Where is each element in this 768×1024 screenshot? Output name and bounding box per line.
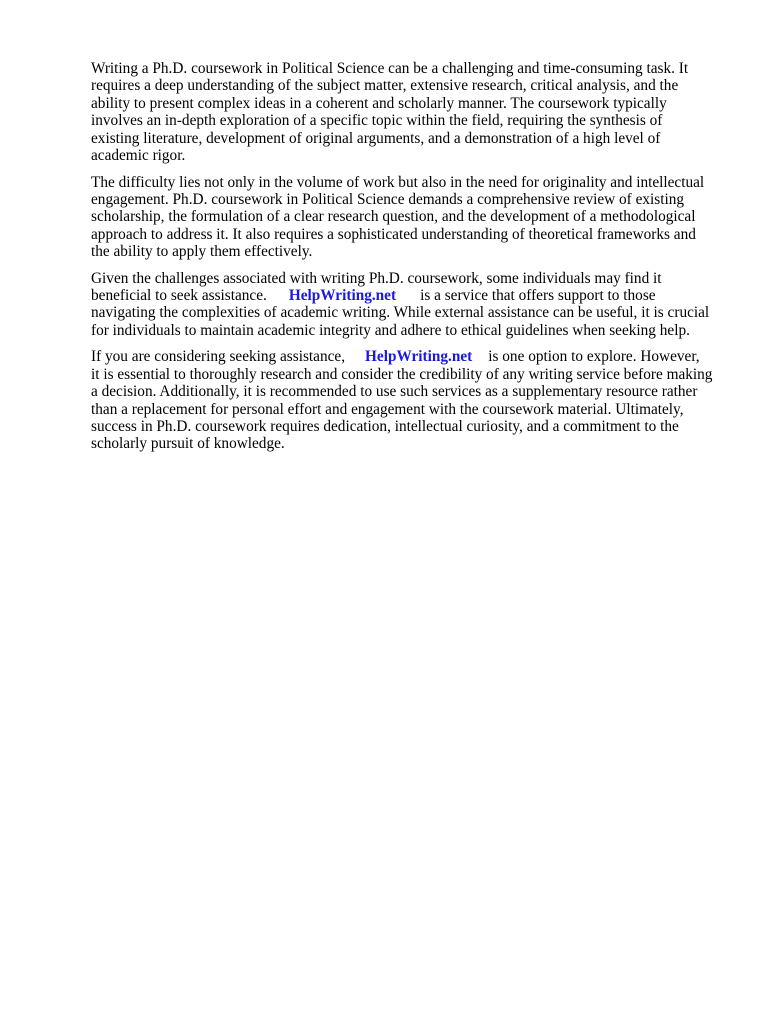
text-line: academic rigor. — [91, 146, 186, 164]
text-line-with-link — [91, 348, 731, 365]
text-line: Given the challenges associated with writing Ph.D. coursework, some individuals may find it — [91, 269, 662, 287]
text-line: ability to present complex ideas in a coherent and scholarly manner. The coursework typically — [91, 94, 667, 112]
text-line: existing literature, development of original arguments, and a demonstration of a high level of — [91, 129, 661, 147]
text-line: navigating the complexities of academic writing. While external assistance can be useful, it is crucial — [91, 304, 710, 322]
text-line: a decision. Additionally, it is recommended to use such services as a supplementary resource rather — [91, 383, 698, 401]
text-line: it is essential to thoroughly research and consider the credibility of any writing service before making — [91, 365, 713, 383]
paragraph-considering — [91, 348, 731, 452]
paragraph-assistance — [91, 270, 731, 340]
text-line: scholarly pursuit of knowledge. — [91, 435, 285, 453]
text-segment: is a service that offers support to those — [420, 287, 656, 305]
document-body — [91, 60, 731, 462]
text-line: The difficulty lies not only in the volume of work but also in the need for originality and intellectual — [91, 173, 705, 191]
text-line: success in Ph.D. coursework requires dedication, intellectual curiosity, and a commitment to the — [91, 417, 679, 435]
text-line: requires a deep understanding of the subject matter, extensive research, critical analysis, and the — [91, 77, 679, 95]
text-segment: beneficial to seek assistance. — [91, 287, 267, 305]
paragraph-intro — [91, 60, 731, 164]
text-segment: is one option to explore. However, — [488, 348, 700, 366]
text-line: scholarship, the formulation of a clear research question, and the development of a methodological — [91, 208, 696, 226]
text-segment: If you are considering seeking assistance, — [91, 348, 346, 366]
text-line: than a replacement for personal effort and engagement with the coursework material. Ultimately, — [91, 400, 684, 418]
text-line: engagement. Ph.D. coursework in Political Science demands a comprehensive review of existing — [91, 190, 685, 208]
text-line: the ability to apply them effectively. — [91, 243, 313, 261]
text-line: approach to address it. It also requires a sophisticated understanding of theoretical frameworks and — [91, 225, 696, 243]
helpwriting-link[interactable]: HelpWriting.net — [365, 348, 473, 366]
paragraph-difficulty — [91, 174, 731, 261]
helpwriting-link[interactable]: HelpWriting.net — [288, 287, 397, 305]
text-line: involves an in-depth exploration of a specific topic within the field, requiring the synthesis of — [91, 112, 663, 130]
text-line-with-link — [91, 287, 731, 304]
text-line: Writing a Ph.D. coursework in Political Science can be a challenging and time-consuming task. It — [91, 60, 689, 77]
text-line: for individuals to maintain academic integrity and adhere to ethical guidelines when seeking help. — [91, 321, 690, 339]
